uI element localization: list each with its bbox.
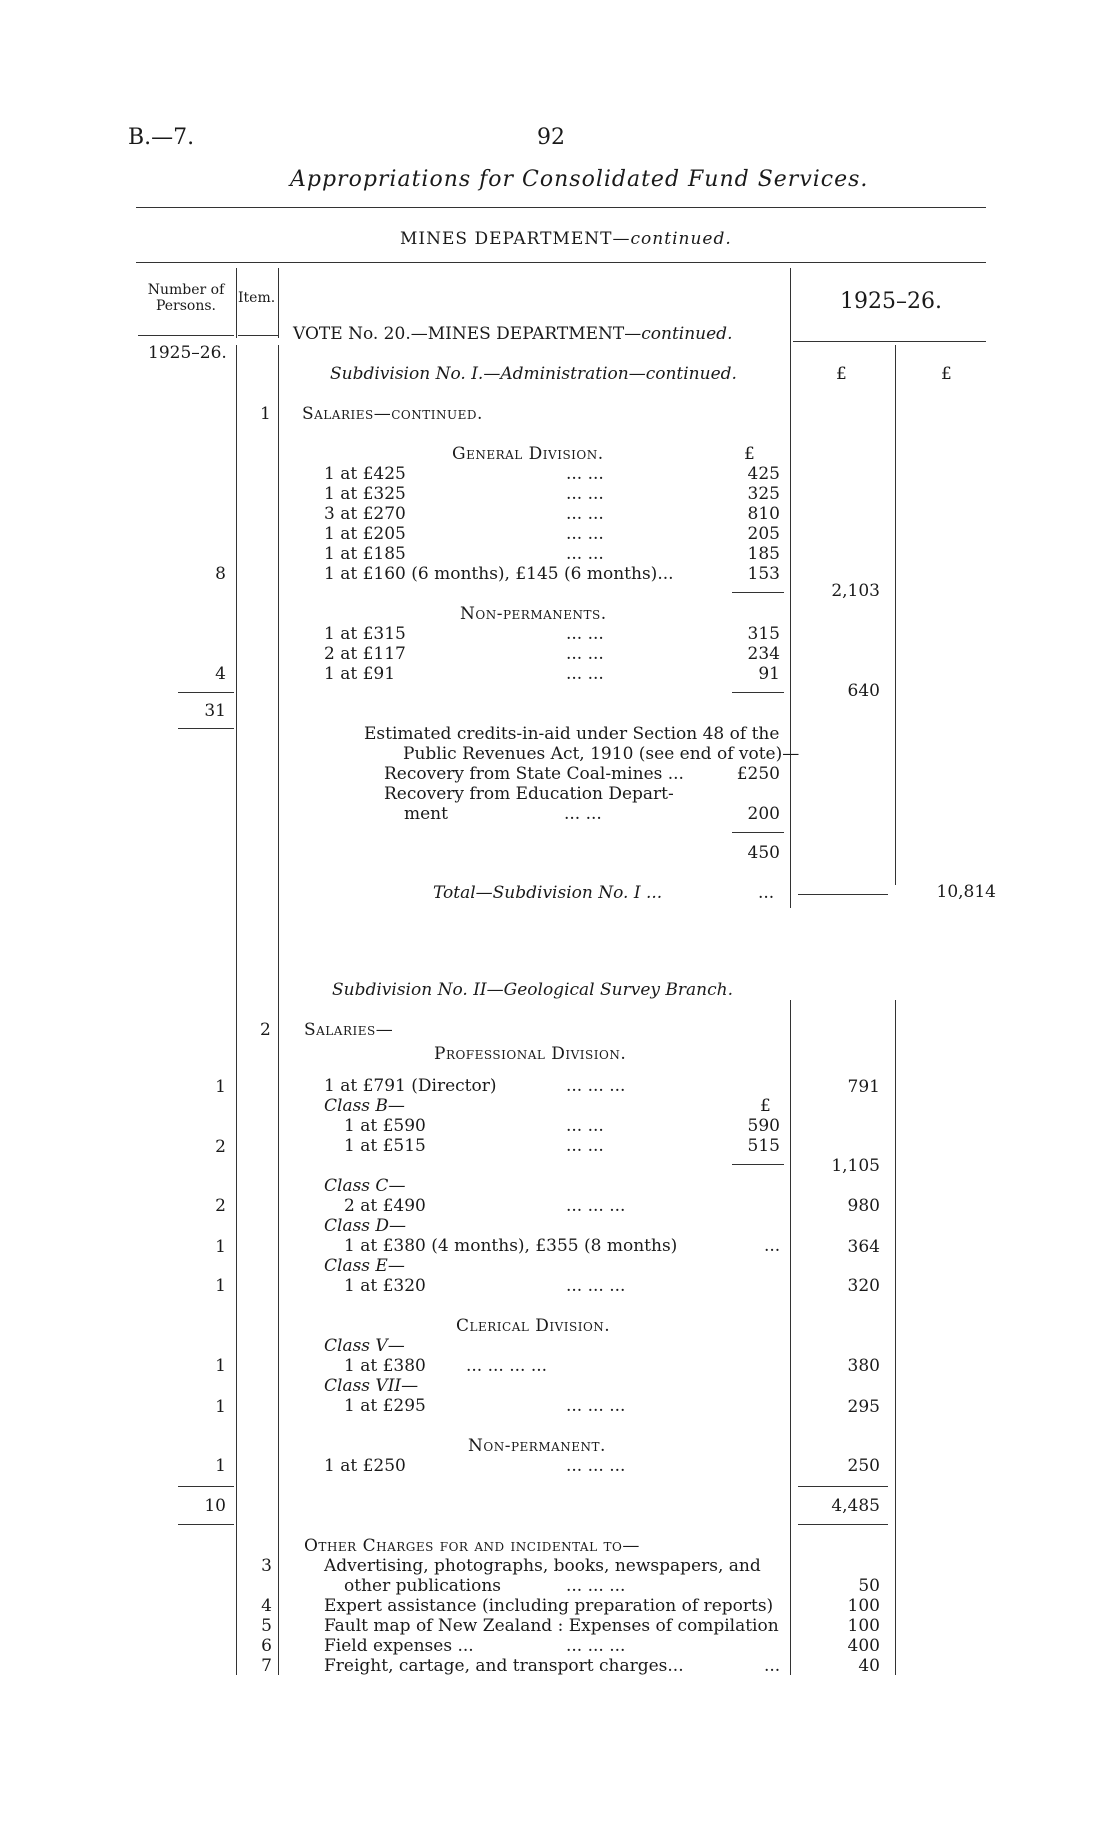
other-charge-amount: 50 xyxy=(858,1576,880,1596)
nonperm-row-desc: 1 at £91 xyxy=(324,664,396,684)
class-b-total: 1,105 xyxy=(831,1156,880,1176)
general-row-desc: 1 at £160 (6 months), £145 (6 months)... xyxy=(324,564,674,584)
nonperm-row-dots: ... ... xyxy=(566,664,604,684)
title-rule xyxy=(136,207,986,208)
general-row-desc: 3 at £270 xyxy=(324,504,406,524)
general-row-desc: 1 at £185 xyxy=(324,544,406,564)
persons-total-rule-2 xyxy=(178,1524,234,1525)
other-charge-item: 6 xyxy=(261,1636,272,1656)
class-c-dots: ... ... ... xyxy=(566,1196,626,1216)
class-e-count: 1 xyxy=(215,1276,226,1296)
other-charge-dots: ... xyxy=(764,1656,781,1676)
item-col-rule xyxy=(278,345,279,1675)
non-permanent-amount: 250 xyxy=(847,1456,880,1476)
item-header-rule xyxy=(238,335,278,336)
non-permanent-heading: Non-permanent. xyxy=(468,1436,606,1456)
pound-col2-header: £ xyxy=(941,364,952,384)
department-heading: MINES DEPARTMENT—continued. xyxy=(400,229,732,249)
general-row-amount: 185 xyxy=(747,544,780,564)
general-row-amount: 205 xyxy=(747,524,780,544)
general-division-total: 2,103 xyxy=(831,581,880,601)
class-b-row-desc: 1 at £590 xyxy=(344,1116,426,1136)
general-subtotal-rule xyxy=(732,592,784,593)
subdivision-1-total: 10,814 xyxy=(936,882,996,902)
class-b-subtotal-rule xyxy=(732,1164,784,1165)
salaries-total: 4,485 xyxy=(831,1496,880,1516)
persons-subtotal-rule xyxy=(178,692,234,693)
credit-education-amount: 200 xyxy=(747,804,780,824)
credit-coal-mines-amount: £250 xyxy=(736,764,780,784)
professional-division-heading: Professional Division. xyxy=(434,1044,627,1064)
nonperm-row-desc: 2 at £117 xyxy=(324,644,406,664)
other-charge-item: 4 xyxy=(261,1596,272,1616)
credits-in-aid-line-2: Public Revenues Act, 1910 (see end of vote)— xyxy=(403,744,800,764)
class-b-row-amount: 515 xyxy=(747,1136,780,1156)
other-charge-amount: 100 xyxy=(847,1596,880,1616)
other-charge-dots: ... ... ... xyxy=(566,1576,626,1596)
general-row-amount: 153 xyxy=(747,564,780,584)
class-c-amount: 980 xyxy=(847,1196,880,1216)
class-e-desc: 1 at £320 xyxy=(344,1276,426,1296)
general-row-desc: 1 at £205 xyxy=(324,524,406,544)
number-of-persons-header: Number of Persons. xyxy=(147,282,225,314)
class-v-desc: 1 at £380 xyxy=(344,1356,426,1376)
credits-in-aid-line-1: Estimated credits-in-aid under Section 48 of the xyxy=(364,724,780,744)
subdivision-1-heading: Subdivision No. I.—Administration—continued. xyxy=(330,364,737,384)
class-d-count: 1 xyxy=(215,1237,226,1257)
director-count: 1 xyxy=(215,1077,226,1097)
persons-subtotal-rule-2 xyxy=(178,1486,234,1487)
class-v-heading: Class V— xyxy=(324,1336,405,1356)
other-charge-desc: Field expenses ... xyxy=(324,1636,474,1656)
class-b-row-dots: ... ... xyxy=(566,1136,604,1156)
general-row-dots: ... ... xyxy=(566,544,604,564)
other-charge-desc: Freight, cartage, and transport charges... xyxy=(324,1656,684,1676)
class-b-row-desc: 1 at £515 xyxy=(344,1136,426,1156)
class-b-row-amount: 590 xyxy=(747,1116,780,1136)
item-1: 1 xyxy=(260,404,271,424)
subdivision-1-total-dots: ... xyxy=(758,883,775,903)
header-rule xyxy=(136,262,986,263)
non-permanents-heading: Non-permanents. xyxy=(460,604,607,624)
class-vii-amount: 295 xyxy=(847,1397,880,1417)
persons-total-rule xyxy=(178,728,234,729)
general-row-dots: ... ... xyxy=(566,464,604,484)
class-d-amount: 364 xyxy=(847,1237,880,1257)
subdivision-1-persons-total: 31 xyxy=(204,701,226,721)
credit-coal-mines: Recovery from State Coal-mines ... xyxy=(384,764,684,784)
other-charges-heading: Other Charges for and incidental to— xyxy=(304,1536,640,1556)
salaries-heading: Salaries— xyxy=(304,1020,394,1040)
nonperm-row-dots: ... ... xyxy=(566,624,604,644)
other-charge-amount: 400 xyxy=(847,1636,880,1656)
general-row-dots: ... ... xyxy=(566,484,604,504)
salaries-continued: Salaries—continued. xyxy=(302,404,483,424)
nonperm-row-amount: 91 xyxy=(758,664,780,684)
page-number: 92 xyxy=(537,125,565,150)
class-b-row-dots: ... ... xyxy=(566,1116,604,1136)
document-ref: B.—7. xyxy=(128,125,195,150)
director-desc: 1 at £791 (Director) xyxy=(324,1076,497,1096)
general-row-desc: 1 at £425 xyxy=(324,464,406,484)
class-c-count: 2 xyxy=(215,1196,226,1216)
number-header-rule xyxy=(138,335,234,336)
class-v-count: 1 xyxy=(215,1356,226,1376)
credits-total-rule xyxy=(732,832,784,833)
director-dots: ... ... ... xyxy=(566,1076,626,1096)
class-c-desc: 2 at £490 xyxy=(344,1196,426,1216)
credits-total: 450 xyxy=(747,843,780,863)
other-charge-desc: Advertising, photographs, books, newspapers, and xyxy=(324,1556,761,1576)
other-charge-item: 7 xyxy=(261,1656,272,1676)
salaries-total-rule xyxy=(798,1524,888,1525)
nonperm-row-amount: 234 xyxy=(747,644,780,664)
number-col-rule xyxy=(236,345,237,1675)
subdivision-1-total-label: Total—Subdivision No. I ... xyxy=(433,883,663,903)
credit-education-line-2: ment xyxy=(404,804,448,824)
money-header-rule xyxy=(793,341,986,342)
nonperm-row-dots: ... ... xyxy=(566,644,604,664)
clerical-division-heading: Clerical Division. xyxy=(456,1316,611,1336)
class-vii-desc: 1 at £295 xyxy=(344,1396,426,1416)
general-division-count: 8 xyxy=(215,564,226,584)
general-row-dots: ... ... xyxy=(566,524,604,544)
item-2: 2 xyxy=(260,1020,271,1040)
class-d-dots: ... xyxy=(764,1236,781,1256)
class-vii-count: 1 xyxy=(215,1397,226,1417)
money-col1-rule-b xyxy=(790,1000,791,1675)
general-row-amount: 325 xyxy=(747,484,780,504)
subdivision-1-total-rule xyxy=(798,894,888,895)
credit-education-dots: ... ... xyxy=(564,804,602,824)
other-charge-desc: Fault map of New Zealand : Expenses of compilation xyxy=(324,1616,779,1636)
non-permanent-desc: 1 at £250 xyxy=(324,1456,406,1476)
nonperm-row-amount: 315 xyxy=(747,624,780,644)
money-col1-rule-a xyxy=(790,268,791,908)
other-charge-desc: Expert assistance (including preparation of reports) xyxy=(324,1596,774,1616)
other-charge-item: 3 xyxy=(261,1556,272,1576)
class-v-dots: ... ... ... ... xyxy=(466,1356,548,1376)
class-e-amount: 320 xyxy=(847,1276,880,1296)
general-row-desc: 1 at £325 xyxy=(324,484,406,504)
money-col2-rule-b xyxy=(895,1000,896,1675)
other-charge-item: 5 xyxy=(261,1616,272,1636)
other-charge-desc-cont: other publications xyxy=(344,1576,502,1596)
class-b-count: 2 xyxy=(215,1137,226,1157)
general-row-amount: 425 xyxy=(747,464,780,484)
salaries-subtotal-rule xyxy=(798,1486,888,1487)
pound-subcol: £ xyxy=(744,444,755,464)
money-col2-rule-a xyxy=(895,345,896,885)
number-col-rule-top xyxy=(236,268,237,338)
non-permanent-count: 1 xyxy=(215,1456,226,1476)
class-b-heading: Class B— xyxy=(324,1096,405,1116)
year-header-right: 1925–26. xyxy=(840,289,942,314)
class-c-heading: Class C— xyxy=(324,1176,406,1196)
vote-title: VOTE No. 20.—MINES DEPARTMENT—continued. xyxy=(293,324,733,344)
class-v-amount: 380 xyxy=(847,1356,880,1376)
class-vii-heading: Class VII— xyxy=(324,1376,419,1396)
class-e-heading: Class E— xyxy=(324,1256,405,1276)
nonperm-row-desc: 1 at £315 xyxy=(324,624,406,644)
director-amount: 791 xyxy=(847,1077,880,1097)
other-charge-amount: 100 xyxy=(847,1616,880,1636)
subdivision-2-heading: Subdivision No. II—Geological Survey Branch. xyxy=(332,980,733,1000)
credit-education-line-1: Recovery from Education Depart- xyxy=(384,784,674,804)
page-title: Appropriations for Consolidated Fund Services. xyxy=(290,167,869,192)
pound-col1-header: £ xyxy=(836,364,847,384)
general-division-heading: General Division. xyxy=(452,444,604,464)
subdivision-2-persons-total: 10 xyxy=(204,1496,226,1516)
other-charge-dots: ... ... ... xyxy=(566,1636,626,1656)
non-permanents-count: 4 xyxy=(215,664,226,684)
general-row-amount: 810 xyxy=(747,504,780,524)
class-vii-dots: ... ... ... xyxy=(566,1396,626,1416)
item-col-rule-top xyxy=(278,268,279,338)
class-e-dots: ... ... ... xyxy=(566,1276,626,1296)
year-header-left: 1925–26. xyxy=(148,343,227,363)
non-permanents-total: 640 xyxy=(847,681,880,701)
class-d-heading: Class D— xyxy=(324,1216,407,1236)
other-charge-amount: 40 xyxy=(858,1656,880,1676)
class-b-pound: £ xyxy=(760,1096,771,1116)
non-permanent-dots: ... ... ... xyxy=(566,1456,626,1476)
nonperm-subtotal-rule xyxy=(732,692,784,693)
general-row-dots: ... ... xyxy=(566,504,604,524)
item-header: Item. xyxy=(238,290,276,306)
class-d-desc: 1 at £380 (4 months), £355 (8 months) xyxy=(344,1236,678,1256)
